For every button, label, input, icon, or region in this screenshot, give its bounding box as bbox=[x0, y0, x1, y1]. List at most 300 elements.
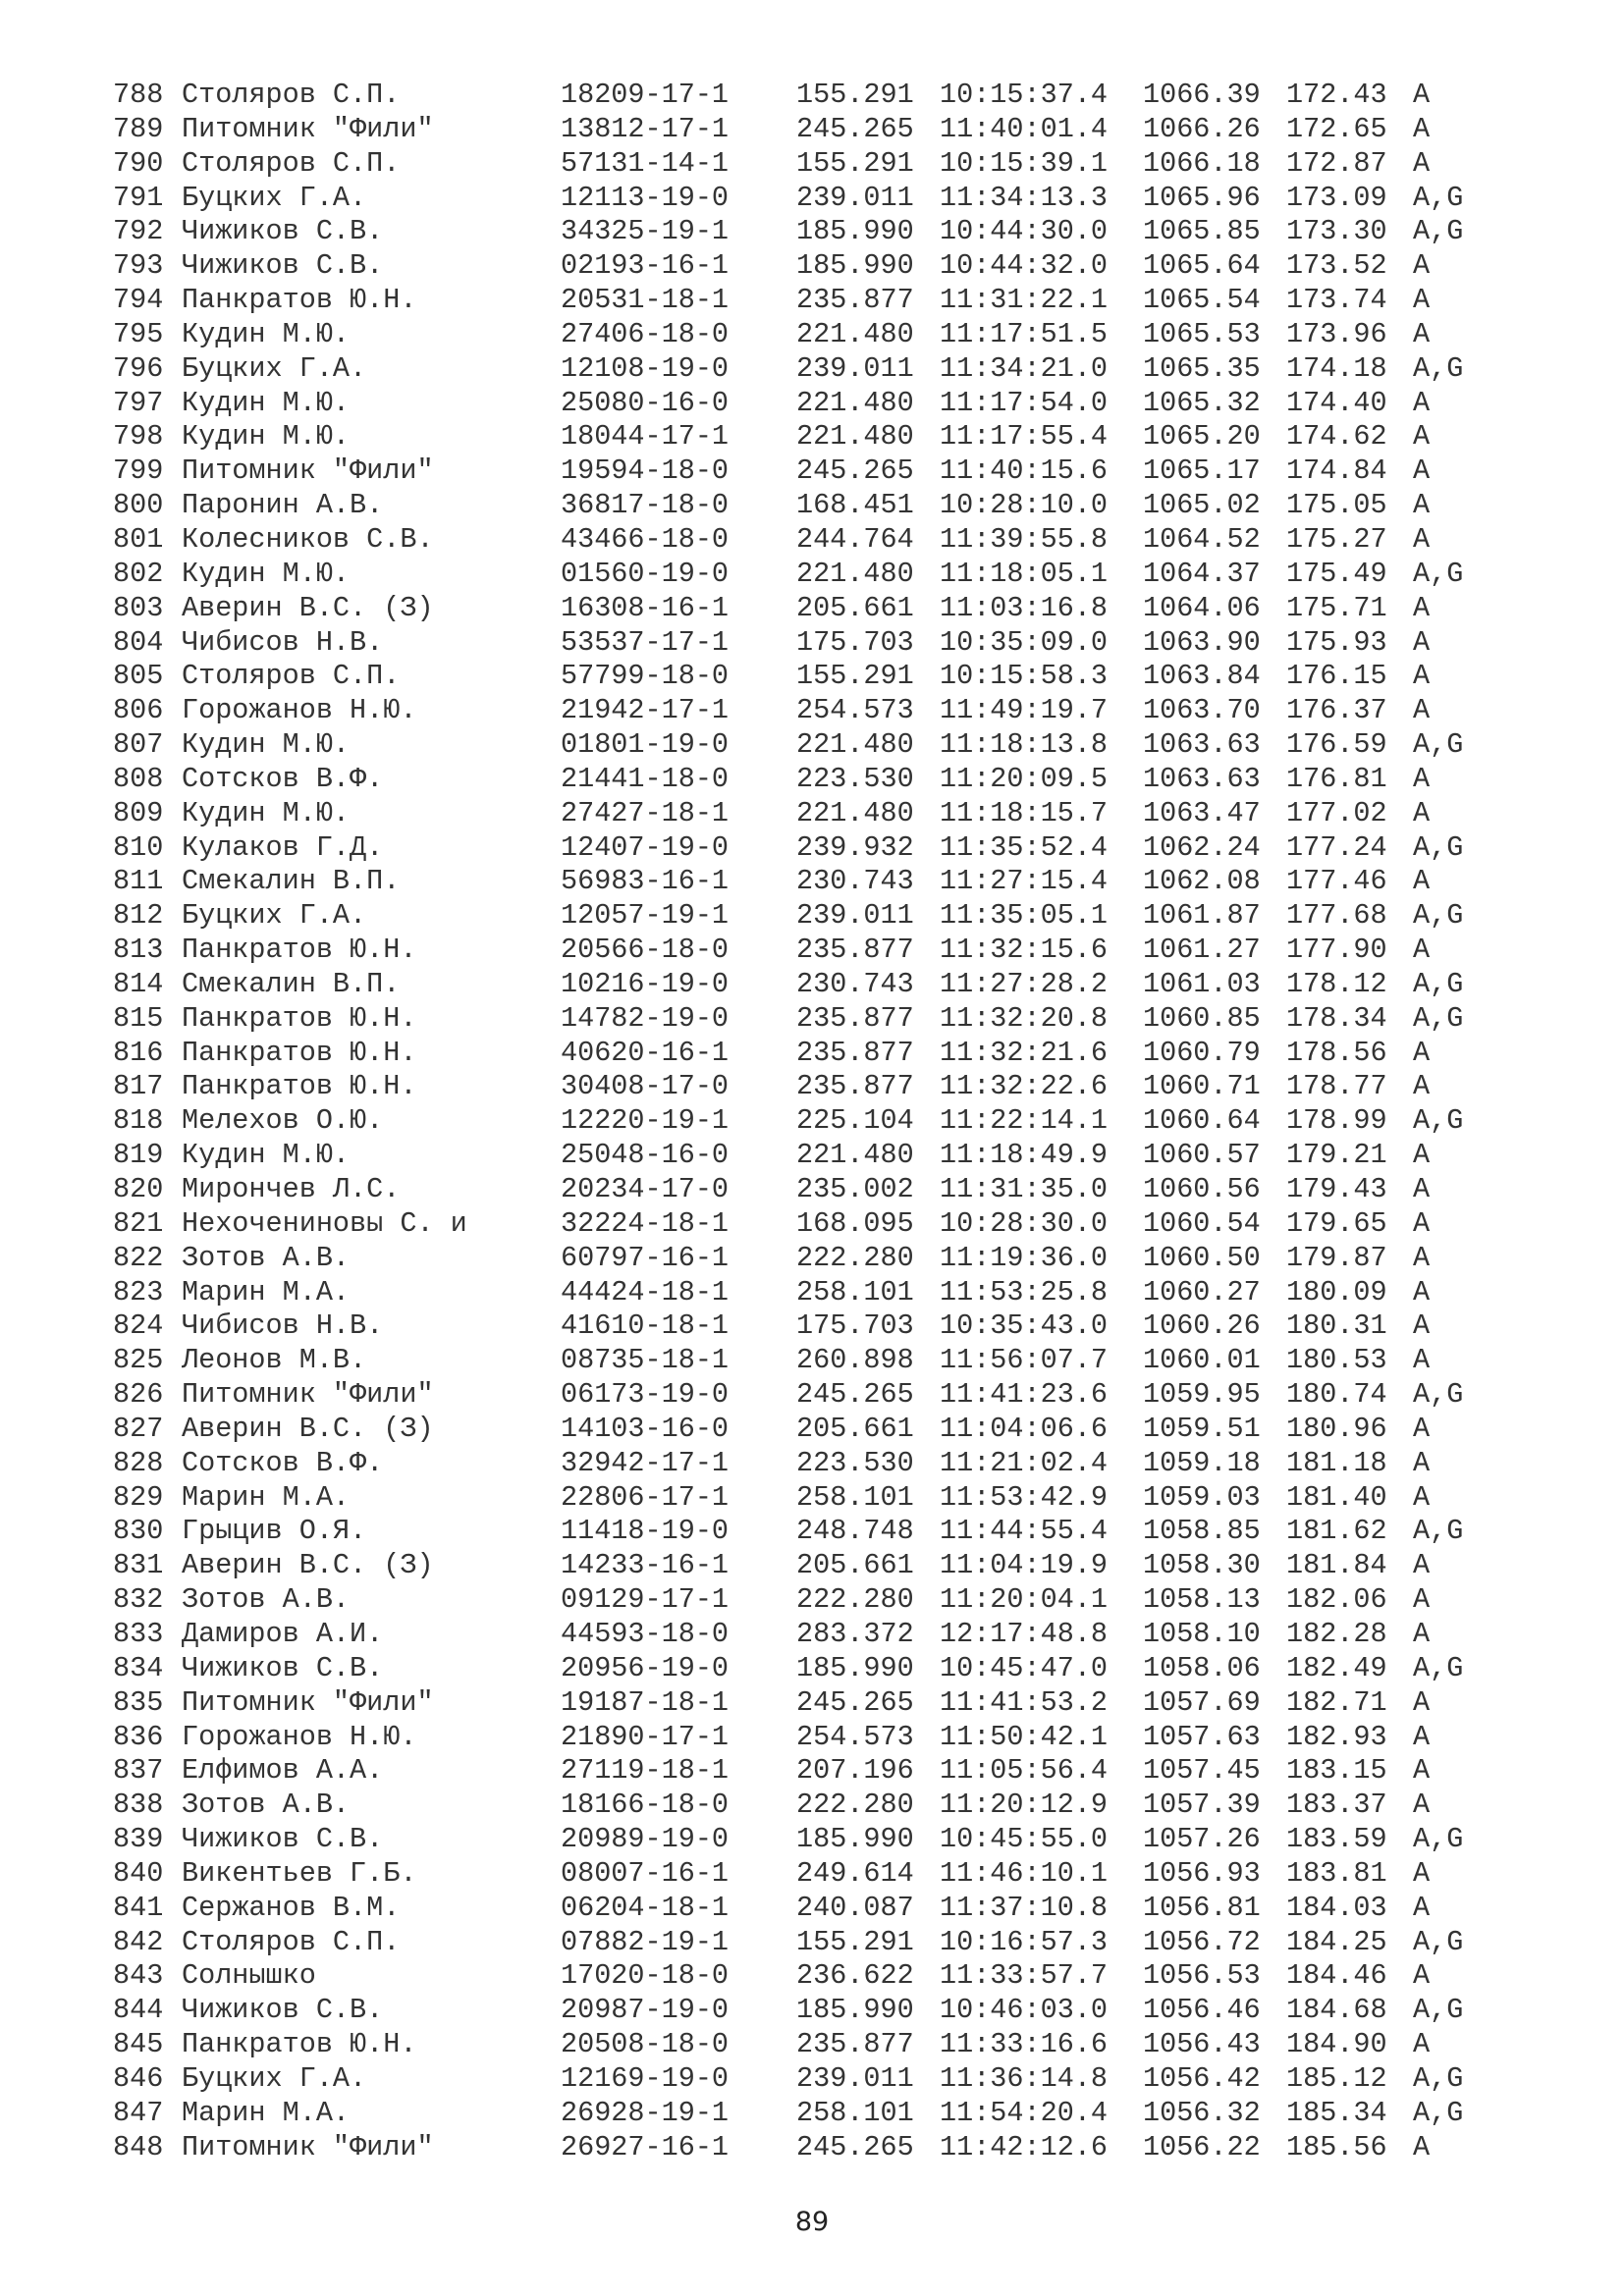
marks: A bbox=[1413, 249, 1431, 283]
marks: A,G bbox=[1413, 728, 1464, 762]
marks: A bbox=[1413, 2130, 1431, 2163]
owner-name: Чижиков С.В. bbox=[182, 1651, 384, 1684]
arrival-time: 11:18:15.7 bbox=[940, 796, 1109, 829]
points: 183.37 bbox=[1286, 1789, 1387, 1822]
speed: 1062.24 bbox=[1143, 830, 1261, 864]
owner-name: Питомник "Фили" bbox=[182, 2130, 434, 2163]
points: 172.65 bbox=[1286, 112, 1387, 145]
table-row bbox=[113, 420, 1491, 454]
marks: A,G bbox=[1413, 1001, 1464, 1035]
table-row bbox=[113, 1618, 1491, 1652]
distance: 221.480 bbox=[796, 557, 914, 590]
distance: 235.877 bbox=[796, 1001, 914, 1035]
owner-name: Столяров С.П. bbox=[182, 79, 401, 111]
distance: 235.877 bbox=[796, 1070, 914, 1103]
distance: 245.265 bbox=[796, 454, 914, 488]
points: 175.05 bbox=[1286, 489, 1387, 522]
ring-number: 20956-19-0 bbox=[561, 1651, 730, 1684]
place-number: 788 bbox=[113, 79, 164, 111]
points: 184.25 bbox=[1286, 1925, 1387, 1958]
speed: 1065.02 bbox=[1143, 489, 1261, 522]
place-number: 842 bbox=[113, 1925, 164, 1958]
distance: 222.280 bbox=[796, 1583, 914, 1617]
marks: A bbox=[1413, 1412, 1431, 1445]
distance: 207.196 bbox=[796, 1754, 914, 1788]
points: 178.56 bbox=[1286, 1036, 1387, 1069]
arrival-time: 11:35:52.4 bbox=[940, 830, 1109, 864]
speed: 1063.90 bbox=[1143, 625, 1261, 659]
distance: 221.480 bbox=[796, 796, 914, 829]
owner-name: Викентьев Г.Б. bbox=[182, 1856, 417, 1890]
distance: 254.573 bbox=[796, 694, 914, 727]
distance: 221.480 bbox=[796, 728, 914, 762]
speed: 1064.52 bbox=[1143, 522, 1261, 556]
place-number: 806 bbox=[113, 694, 164, 727]
owner-name: Чижиков С.В. bbox=[182, 1994, 384, 2027]
owner-name: Столяров С.П. bbox=[182, 660, 401, 693]
place-number: 789 bbox=[113, 112, 164, 145]
speed: 1060.79 bbox=[1143, 1036, 1261, 1069]
arrival-time: 11:37:10.8 bbox=[940, 1891, 1109, 1924]
speed: 1059.18 bbox=[1143, 1446, 1261, 1479]
place-number: 797 bbox=[113, 386, 164, 419]
place-number: 821 bbox=[113, 1206, 164, 1240]
marks: A bbox=[1413, 1754, 1431, 1788]
ring-number: 20531-18-1 bbox=[561, 284, 730, 317]
distance: 239.011 bbox=[796, 899, 914, 933]
place-number: 846 bbox=[113, 2061, 164, 2095]
points: 180.09 bbox=[1286, 1275, 1387, 1308]
place-number: 817 bbox=[113, 1070, 164, 1103]
place-number: 801 bbox=[113, 522, 164, 556]
place-number: 813 bbox=[113, 934, 164, 967]
ring-number: 18044-17-1 bbox=[561, 420, 730, 454]
arrival-time: 11:19:36.0 bbox=[940, 1241, 1109, 1274]
owner-name: Чибисов Н.В. bbox=[182, 1309, 384, 1343]
arrival-time: 10:35:43.0 bbox=[940, 1309, 1109, 1343]
marks: A bbox=[1413, 146, 1431, 180]
speed: 1056.22 bbox=[1143, 2130, 1261, 2163]
distance: 175.703 bbox=[796, 1309, 914, 1343]
place-number: 834 bbox=[113, 1651, 164, 1684]
speed: 1063.63 bbox=[1143, 728, 1261, 762]
table-row bbox=[113, 1857, 1491, 1892]
distance: 205.661 bbox=[796, 1549, 914, 1582]
points: 181.84 bbox=[1286, 1549, 1387, 1582]
points: 184.03 bbox=[1286, 1891, 1387, 1924]
speed: 1057.69 bbox=[1143, 1685, 1261, 1719]
ring-number: 20987-19-0 bbox=[561, 1994, 730, 2027]
speed: 1060.64 bbox=[1143, 1104, 1261, 1138]
speed: 1060.57 bbox=[1143, 1139, 1261, 1172]
distance: 235.877 bbox=[796, 2028, 914, 2061]
ring-number: 27119-18-1 bbox=[561, 1754, 730, 1788]
distance: 235.002 bbox=[796, 1173, 914, 1205]
table-row bbox=[113, 797, 1491, 831]
table-row bbox=[113, 1242, 1491, 1276]
marks: A bbox=[1413, 865, 1431, 898]
distance: 239.011 bbox=[796, 181, 914, 214]
owner-name: Чижиков С.В. bbox=[182, 1823, 384, 1856]
arrival-time: 10:45:47.0 bbox=[940, 1651, 1109, 1684]
speed: 1064.37 bbox=[1143, 557, 1261, 590]
owner-name: Смекалин В.П. bbox=[182, 865, 401, 898]
ring-number: 25048-16-0 bbox=[561, 1139, 730, 1172]
place-number: 837 bbox=[113, 1754, 164, 1788]
speed: 1065.32 bbox=[1143, 386, 1261, 419]
distance: 248.748 bbox=[796, 1515, 914, 1548]
place-number: 835 bbox=[113, 1685, 164, 1719]
marks: A bbox=[1413, 1720, 1431, 1753]
table-row bbox=[113, 1686, 1491, 1721]
ring-number: 56983-16-1 bbox=[561, 865, 730, 898]
points: 172.43 bbox=[1286, 79, 1387, 111]
distance: 223.530 bbox=[796, 1446, 914, 1479]
ring-number: 08735-18-1 bbox=[561, 1344, 730, 1377]
speed: 1066.18 bbox=[1143, 146, 1261, 180]
distance: 239.011 bbox=[796, 2061, 914, 2095]
owner-name: Нехочениновы С. и bbox=[182, 1206, 467, 1240]
table-row bbox=[113, 182, 1491, 216]
marks: A bbox=[1413, 1891, 1431, 1924]
speed: 1065.54 bbox=[1143, 284, 1261, 317]
marks: A bbox=[1413, 284, 1431, 317]
ring-number: 11418-19-0 bbox=[561, 1515, 730, 1548]
speed: 1065.35 bbox=[1143, 351, 1261, 385]
marks: A bbox=[1413, 1789, 1431, 1822]
marks: A bbox=[1413, 112, 1431, 145]
arrival-time: 11:18:05.1 bbox=[940, 557, 1109, 590]
arrival-time: 10:44:32.0 bbox=[940, 249, 1109, 283]
speed: 1061.03 bbox=[1143, 967, 1261, 1000]
ring-number: 41610-18-1 bbox=[561, 1309, 730, 1343]
speed: 1065.85 bbox=[1143, 215, 1261, 248]
points: 183.15 bbox=[1286, 1754, 1387, 1788]
owner-name: Кудин М.Ю. bbox=[182, 317, 351, 350]
marks: A bbox=[1413, 1685, 1431, 1719]
marks: A bbox=[1413, 1480, 1431, 1514]
place-number: 802 bbox=[113, 557, 164, 590]
ring-number: 09129-17-1 bbox=[561, 1583, 730, 1617]
points: 178.12 bbox=[1286, 967, 1387, 1000]
distance: 249.614 bbox=[796, 1856, 914, 1890]
speed: 1063.70 bbox=[1143, 694, 1261, 727]
marks: A bbox=[1413, 1241, 1431, 1274]
table-row bbox=[113, 489, 1491, 523]
points: 182.93 bbox=[1286, 1720, 1387, 1753]
distance: 258.101 bbox=[796, 1275, 914, 1308]
place-number: 803 bbox=[113, 591, 164, 624]
owner-name: Буцких Г.А. bbox=[182, 181, 367, 214]
owner-name: Панкратов Ю.Н. bbox=[182, 1001, 417, 1035]
points: 184.90 bbox=[1286, 2028, 1387, 2061]
marks: A bbox=[1413, 1446, 1431, 1479]
ring-number: 36817-18-0 bbox=[561, 489, 730, 522]
distance: 254.573 bbox=[796, 1720, 914, 1753]
ring-number: 10216-19-0 bbox=[561, 967, 730, 1000]
speed: 1063.84 bbox=[1143, 660, 1261, 693]
ring-number: 01560-19-0 bbox=[561, 557, 730, 590]
marks: A,G bbox=[1413, 181, 1464, 214]
speed: 1065.64 bbox=[1143, 249, 1261, 283]
owner-name: Питомник "Фили" bbox=[182, 1378, 434, 1412]
place-number: 811 bbox=[113, 865, 164, 898]
distance: 245.265 bbox=[796, 1685, 914, 1719]
ring-number: 21441-18-0 bbox=[561, 762, 730, 795]
table-row bbox=[113, 2062, 1491, 2097]
owner-name: Елфимов А.А. bbox=[182, 1754, 384, 1788]
marks: A,G bbox=[1413, 1104, 1464, 1138]
ring-number: 34325-19-1 bbox=[561, 215, 730, 248]
points: 173.52 bbox=[1286, 249, 1387, 283]
ring-number: 14782-19-0 bbox=[561, 1001, 730, 1035]
arrival-time: 11:53:25.8 bbox=[940, 1275, 1109, 1308]
table-row bbox=[113, 318, 1491, 352]
arrival-time: 10:28:10.0 bbox=[940, 489, 1109, 522]
table-row bbox=[113, 2097, 1491, 2131]
speed: 1060.54 bbox=[1143, 1206, 1261, 1240]
place-number: 792 bbox=[113, 215, 164, 248]
arrival-time: 11:40:01.4 bbox=[940, 112, 1109, 145]
owner-name: Грыцив О.Я. bbox=[182, 1515, 367, 1548]
ring-number: 02193-16-1 bbox=[561, 249, 730, 283]
distance: 239.932 bbox=[796, 830, 914, 864]
table-row bbox=[113, 1378, 1491, 1413]
marks: A bbox=[1413, 1309, 1431, 1343]
owner-name: Смекалин В.П. bbox=[182, 967, 401, 1000]
table-row bbox=[113, 694, 1491, 728]
table-row bbox=[113, 1515, 1491, 1549]
speed: 1056.72 bbox=[1143, 1925, 1261, 1958]
speed: 1056.42 bbox=[1143, 2061, 1261, 2095]
owner-name: Чибисов Н.В. bbox=[182, 625, 384, 659]
place-number: 839 bbox=[113, 1823, 164, 1856]
speed: 1066.39 bbox=[1143, 79, 1261, 111]
distance: 230.743 bbox=[796, 967, 914, 1000]
place-number: 810 bbox=[113, 830, 164, 864]
owner-name: Аверин В.С. (З) bbox=[182, 1549, 434, 1582]
arrival-time: 10:15:39.1 bbox=[940, 146, 1109, 180]
speed: 1060.50 bbox=[1143, 1241, 1261, 1274]
speed: 1065.53 bbox=[1143, 317, 1261, 350]
owner-name: Кудин М.Ю. bbox=[182, 1139, 351, 1172]
distance: 185.990 bbox=[796, 215, 914, 248]
marks: A,G bbox=[1413, 1651, 1464, 1684]
distance: 221.480 bbox=[796, 420, 914, 454]
ring-number: 12108-19-0 bbox=[561, 351, 730, 385]
points: 179.87 bbox=[1286, 1241, 1387, 1274]
place-number: 791 bbox=[113, 181, 164, 214]
place-number: 818 bbox=[113, 1104, 164, 1138]
arrival-time: 10:15:58.3 bbox=[940, 660, 1109, 693]
points: 176.15 bbox=[1286, 660, 1387, 693]
speed: 1057.63 bbox=[1143, 1720, 1261, 1753]
points: 173.09 bbox=[1286, 181, 1387, 214]
speed: 1059.51 bbox=[1143, 1412, 1261, 1445]
points: 177.68 bbox=[1286, 899, 1387, 933]
owner-name: Кудин М.Ю. bbox=[182, 796, 351, 829]
arrival-time: 11:34:13.3 bbox=[940, 181, 1109, 214]
owner-name: Мирончев Л.С. bbox=[182, 1173, 401, 1205]
marks: A bbox=[1413, 1549, 1431, 1582]
table-row bbox=[113, 763, 1491, 797]
speed: 1056.32 bbox=[1143, 2096, 1261, 2129]
arrival-time: 11:41:53.2 bbox=[940, 1685, 1109, 1719]
table-row bbox=[113, 1413, 1491, 1447]
place-number: 814 bbox=[113, 967, 164, 1000]
distance: 260.898 bbox=[796, 1344, 914, 1377]
place-number: 800 bbox=[113, 489, 164, 522]
points: 184.68 bbox=[1286, 1994, 1387, 2027]
ring-number: 18166-18-0 bbox=[561, 1789, 730, 1822]
arrival-time: 10:28:30.0 bbox=[940, 1206, 1109, 1240]
arrival-time: 10:46:03.0 bbox=[940, 1994, 1109, 2027]
distance: 185.990 bbox=[796, 1823, 914, 1856]
marks: A,G bbox=[1413, 351, 1464, 385]
table-row bbox=[113, 352, 1491, 387]
ring-number: 06173-19-0 bbox=[561, 1378, 730, 1412]
points: 178.77 bbox=[1286, 1070, 1387, 1103]
marks: A,G bbox=[1413, 1515, 1464, 1548]
speed: 1056.93 bbox=[1143, 1856, 1261, 1890]
owner-name: Панкратов Ю.Н. bbox=[182, 284, 417, 317]
ring-number: 20234-17-0 bbox=[561, 1173, 730, 1205]
points: 180.74 bbox=[1286, 1378, 1387, 1412]
place-number: 790 bbox=[113, 146, 164, 180]
marks: A bbox=[1413, 1344, 1431, 1377]
place-number: 830 bbox=[113, 1515, 164, 1548]
marks: A,G bbox=[1413, 1925, 1464, 1958]
place-number: 832 bbox=[113, 1583, 164, 1617]
arrival-time: 11:20:12.9 bbox=[940, 1789, 1109, 1822]
table-row bbox=[113, 284, 1491, 318]
arrival-time: 11:32:20.8 bbox=[940, 1001, 1109, 1035]
arrival-time: 11:32:22.6 bbox=[940, 1070, 1109, 1103]
table-row bbox=[113, 592, 1491, 626]
arrival-time: 11:20:04.1 bbox=[940, 1583, 1109, 1617]
table-row bbox=[113, 147, 1491, 182]
arrival-time: 11:03:16.8 bbox=[940, 591, 1109, 624]
place-number: 808 bbox=[113, 762, 164, 795]
distance: 245.265 bbox=[796, 112, 914, 145]
distance: 235.877 bbox=[796, 934, 914, 967]
marks: A bbox=[1413, 420, 1431, 454]
speed: 1064.06 bbox=[1143, 591, 1261, 624]
marks: A bbox=[1413, 934, 1431, 967]
speed: 1060.27 bbox=[1143, 1275, 1261, 1308]
table-row bbox=[113, 1583, 1491, 1618]
ring-number: 57799-18-0 bbox=[561, 660, 730, 693]
distance: 240.087 bbox=[796, 1891, 914, 1924]
marks: A bbox=[1413, 1583, 1431, 1617]
place-number: 793 bbox=[113, 249, 164, 283]
distance: 235.877 bbox=[796, 1036, 914, 1069]
place-number: 845 bbox=[113, 2028, 164, 2061]
marks: A bbox=[1413, 1856, 1431, 1890]
arrival-time: 10:45:55.0 bbox=[940, 1823, 1109, 1856]
table-row bbox=[113, 660, 1491, 694]
arrival-time: 11:40:15.6 bbox=[940, 454, 1109, 488]
owner-name: Марин М.А. bbox=[182, 1275, 351, 1308]
points: 185.34 bbox=[1286, 2096, 1387, 2129]
arrival-time: 11:46:10.1 bbox=[940, 1856, 1109, 1890]
table-row bbox=[113, 1959, 1491, 1994]
table-row bbox=[113, 558, 1491, 592]
table-row bbox=[113, 215, 1491, 249]
distance: 244.764 bbox=[796, 522, 914, 556]
owner-name: Сержанов В.М. bbox=[182, 1891, 401, 1924]
speed: 1060.26 bbox=[1143, 1309, 1261, 1343]
points: 182.28 bbox=[1286, 1617, 1387, 1650]
owner-name: Панкратов Ю.Н. bbox=[182, 934, 417, 967]
speed: 1058.13 bbox=[1143, 1583, 1261, 1617]
table-row bbox=[113, 113, 1491, 147]
table-row bbox=[113, 387, 1491, 421]
ring-number: 43466-18-0 bbox=[561, 522, 730, 556]
marks: A bbox=[1413, 591, 1431, 624]
ring-number: 20566-18-0 bbox=[561, 934, 730, 967]
distance: 258.101 bbox=[796, 2096, 914, 2129]
results-table bbox=[113, 79, 1491, 2164]
arrival-time: 11:04:19.9 bbox=[940, 1549, 1109, 1582]
owner-name: Кудин М.Ю. bbox=[182, 386, 351, 419]
owner-name: Кулаков Г.Д. bbox=[182, 830, 384, 864]
owner-name: Панкратов Ю.Н. bbox=[182, 1070, 417, 1103]
place-number: 833 bbox=[113, 1617, 164, 1650]
page-number: 89 bbox=[794, 2207, 830, 2237]
arrival-time: 11:05:56.4 bbox=[940, 1754, 1109, 1788]
points: 172.87 bbox=[1286, 146, 1387, 180]
owner-name: Чижиков С.В. bbox=[182, 249, 384, 283]
marks: A,G bbox=[1413, 967, 1464, 1000]
ring-number: 14233-16-1 bbox=[561, 1549, 730, 1582]
points: 177.90 bbox=[1286, 934, 1387, 967]
arrival-time: 11:44:55.4 bbox=[940, 1515, 1109, 1548]
marks: A bbox=[1413, 1173, 1431, 1205]
arrival-time: 11:21:02.4 bbox=[940, 1446, 1109, 1479]
table-row bbox=[113, 1721, 1491, 1755]
distance: 205.661 bbox=[796, 1412, 914, 1445]
ring-number: 21890-17-1 bbox=[561, 1720, 730, 1753]
place-number: 823 bbox=[113, 1275, 164, 1308]
arrival-time: 11:33:57.7 bbox=[940, 1959, 1109, 1993]
points: 175.49 bbox=[1286, 557, 1387, 590]
owner-name: Зотов А.В. bbox=[182, 1241, 351, 1274]
distance: 221.480 bbox=[796, 386, 914, 419]
owner-name: Столяров С.П. bbox=[182, 146, 401, 180]
place-number: 828 bbox=[113, 1446, 164, 1479]
place-number: 826 bbox=[113, 1378, 164, 1412]
marks: A bbox=[1413, 1139, 1431, 1172]
arrival-time: 11:17:55.4 bbox=[940, 420, 1109, 454]
table-row bbox=[113, 1207, 1491, 1242]
arrival-time: 10:16:57.3 bbox=[940, 1925, 1109, 1958]
marks: A bbox=[1413, 317, 1431, 350]
table-row bbox=[113, 79, 1491, 113]
arrival-time: 11:34:21.0 bbox=[940, 351, 1109, 385]
points: 176.59 bbox=[1286, 728, 1387, 762]
marks: A,G bbox=[1413, 1823, 1464, 1856]
speed: 1060.85 bbox=[1143, 1001, 1261, 1035]
owner-name: Горожанов Н.Ю. bbox=[182, 694, 417, 727]
table-row bbox=[113, 523, 1491, 558]
distance: 155.291 bbox=[796, 79, 914, 111]
table-row bbox=[113, 1173, 1491, 1207]
marks: A,G bbox=[1413, 557, 1464, 590]
speed: 1063.47 bbox=[1143, 796, 1261, 829]
points: 177.02 bbox=[1286, 796, 1387, 829]
speed: 1056.46 bbox=[1143, 1994, 1261, 2027]
